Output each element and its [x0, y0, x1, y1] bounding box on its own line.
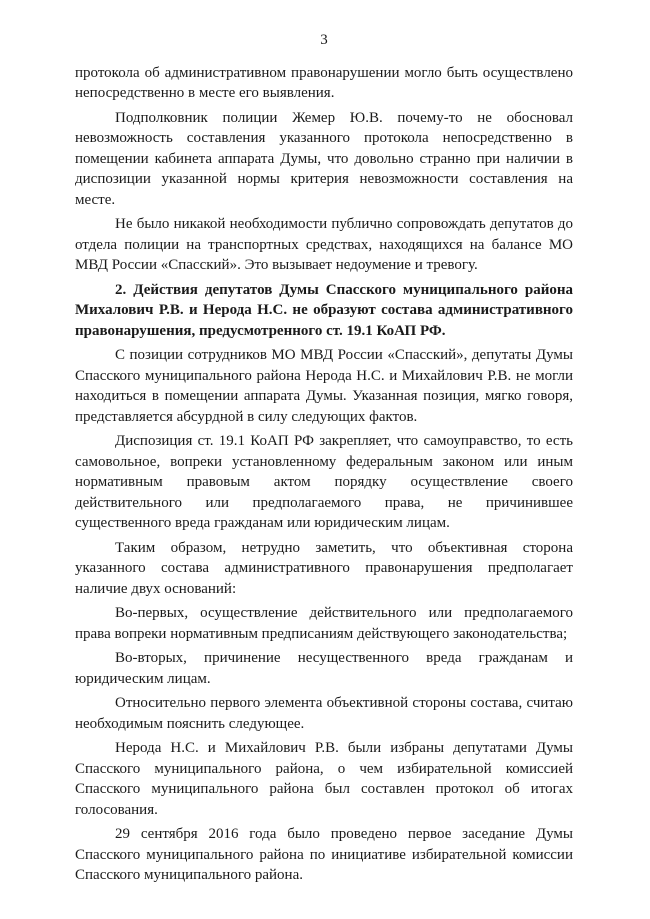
document-page — [75, 30, 573, 890]
paragraph-2: Подполковник полиции Жемер Ю.В. почему-то не обосновал невозможность составления указанного протокола непосредственно в помещении кабинета аппарата Думы, что довольно странно при наличии в диспозиции указанной нормы критерия невозможности составления на месте. — [75, 109, 573, 208]
paragraph-11: Нерода Н.С. и Михайлович Р.В. были избраны депутатами Думы Спасского муниципального района, о чем избирательной комиссией Спасского муниципального района был составлен протокол об итогах голосования. — [75, 740, 573, 818]
paragraph-10: Относительно первого элемента объективной стороны состава, считаю необходимым пояснить следующее. — [75, 695, 573, 732]
section-heading: 2. Действия депутатов Думы Спасского муниципального района Михалович Р.В. и Нерода Н.С. не образуют состава административного правонарушения, предусмотренного ст. 19.1 КоАП РФ. — [75, 281, 573, 339]
paragraph-9: Во-вторых, причинение несущественного вреда гражданам и юридическим лицам. — [75, 650, 573, 687]
paragraph-5: С позиции сотрудников МО МВД России «Спасский», депутаты Думы Спасского муниципального района Нерода Н.С. и Михайлович Р.В. не могли находиться в помещении аппарата Думы. Указанная позиция, мягко говоря, представляется абсурдной в силу следующих фактов. — [75, 347, 573, 425]
paragraph-7: Таким образом, нетрудно заметить, что объективная сторона указанного состава административного правонарушения предполагает наличие двух оснований: — [75, 539, 573, 597]
paragraph-1: протокола об административном правонарушении могло быть осуществлено непосредственно в месте его выявления. — [75, 64, 573, 101]
paragraph-3: Не было никакой необходимости публично сопровождать депутатов до отдела полиции на транспортных средствах, находящихся на балансе МО МВД России «Спасский». Это вызывает недоумение и тревогу. — [75, 216, 573, 273]
page-number: 3 — [320, 32, 328, 48]
paragraph-12: 29 сентября 2016 года было проведено первое заседание Думы Спасского муниципального района по инициативе избирательной комиссии Спасского муниципального района. — [75, 826, 573, 883]
paragraph-8: Во-первых, осуществление действительного или предполагаемого права вопреки нормативным предписаниям действующего законодательства; — [75, 605, 573, 642]
paragraph-6: Диспозиция ст. 19.1 КоАП РФ закрепляет, что самоуправство, то есть самовольное, вопреки установленному федеральным законом или иным нормативным правовым актом порядку осуществление своего действительного или предполагаемого права, не причинившее существенного вреда гражданам или юридическим лицам. — [75, 433, 573, 531]
